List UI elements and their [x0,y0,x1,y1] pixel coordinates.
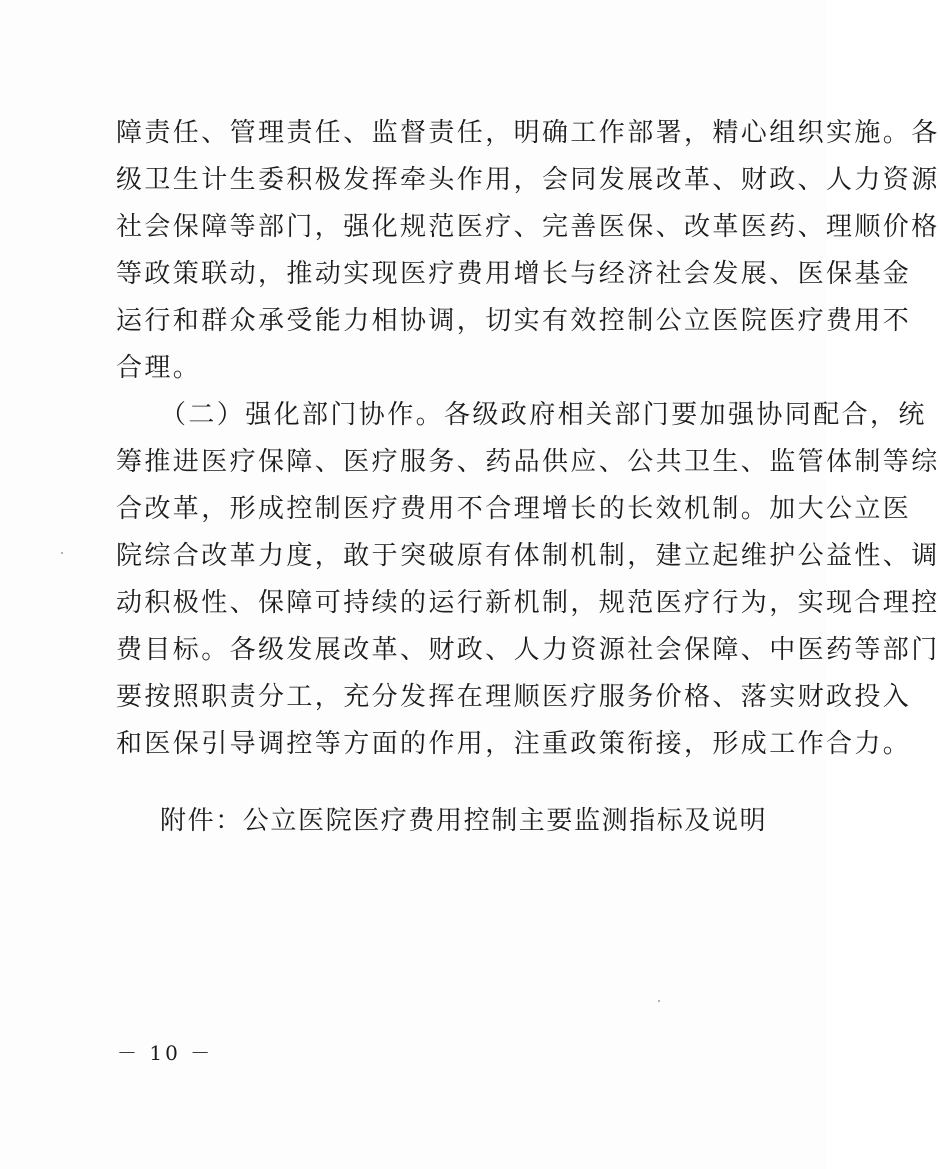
paragraph-1-line-2: 级卫生计生委积极发挥牵头作用，会同发展改革、财政、人力资源 [116,165,940,195]
paragraph-2-line-2: 筹推进医疗保障、医疗服务、药品供应、公共卫生、监管体制等综 [116,447,940,477]
paragraph-1-line-4: 等政策联动，推动实现医疗费用增长与经济社会发展、医保基金 [116,259,912,289]
page-number: － 10 － [117,1041,214,1065]
paragraph-2-line-5: 动积极性、保障可持续的运行新机制，规范医疗行为，实现合理控 [116,588,940,618]
attachment-note: 附件：公立医院医疗费用控制主要监测指标及说明 [160,806,768,836]
paragraph-2-line-8: 和医保引导调控等方面的作用，注重政策衔接，形成工作合力。 [116,729,912,759]
scan-speck [61,552,63,554]
paragraph-2-line-7: 要按照职责分工，充分发挥在理顺医疗服务价格、落实财政投入 [116,682,912,712]
paragraph-1-line-6: 合理。 [116,353,202,383]
paragraph-1-line-3: 社会保障等部门，强化规范医疗、完善医保、改革医药、理顺价格 [116,212,940,242]
scan-speck [658,1000,660,1002]
paragraph-2-line-1: （二）强化部门协作。各级政府相关部门要加强协同配合，统 [160,400,927,430]
paragraph-2-line-4: 院综合改革力度，敢于突破原有体制机制，建立起维护公益性、调 [116,541,940,571]
paragraph-2-line-6: 费目标。各级发展改革、财政、人力资源社会保障、中医药等部门 [116,635,940,665]
paragraph-2-line-3: 合改革，形成控制医疗费用不合理增长的长效机制。加大公立医 [116,494,912,524]
paragraph-1-line-5: 运行和群众承受能力相协调，切实有效控制公立医院医疗费用不 [116,306,912,336]
paragraph-1-line-1: 障责任、管理责任、监督责任，明确工作部署，精心组织实施。各 [116,118,940,148]
